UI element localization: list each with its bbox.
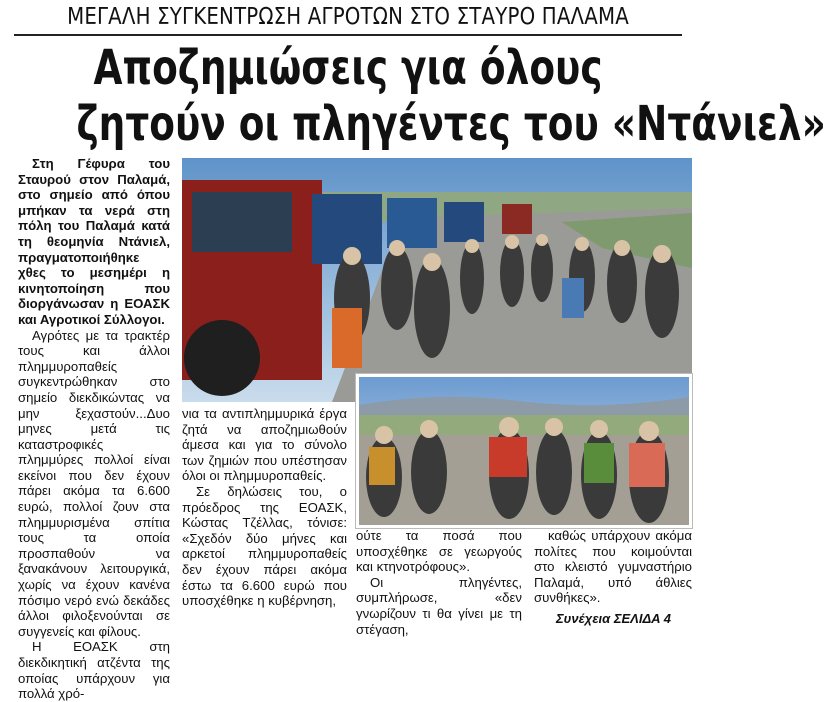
inset-photo-farmers-group (356, 374, 692, 528)
article-column-4 (534, 528, 692, 606)
main-photo-tractors-protest (182, 158, 692, 402)
paragraph: νια τα αντιπλημμυρικά έργα ζητά να αποζημιωθούν άμεσα και για το σύνολο των ζημιών που υπέστησαν όλοι οι πλημμυροπαθείς. (182, 406, 347, 484)
article-column-3 (356, 528, 522, 637)
kicker-rule (14, 34, 682, 36)
article-column-1 (18, 156, 170, 702)
paragraph: Οι πληγέντες, συμπλήρωσε, «δεν γνωρίζουν τι θα γίνει με τη στέγαση, (356, 574, 522, 637)
continued-on-page: Συνέχεια ΣΕΛΙΔΑ 4 (556, 611, 671, 626)
kicker: ΜΕΓΑΛΗ ΣΥΓΚΕΝΤΡΩΣΗ ΑΓΡΟΤΩΝ ΣΤΟ ΣΤΑΥΡΟ ΠΑΛΑΜΑ (67, 4, 629, 30)
headline-line-2: ζητούν οι πληγέντες του «Ντάνιελ» (76, 96, 826, 152)
paragraph: Η ΕΟΑΣΚ στη διεκδικητική ατζέντα της οποίας υπάρχουν για πολλά χρό- (18, 639, 170, 702)
paragraph: Σε δηλώσεις του, ο πρόεδρος της ΕΟΑΣΚ, Κώστας Τζέλλας, τόνισε: «Σχεδόν δύο μήνες και αρκετοί πλημμυροπαθείς δεν έχουν πάρει ακόμα έστω τα 6.600 ευρώ που υποσχέθηκε η κυβέρνηση, (182, 483, 347, 609)
lead-paragraph: Στη Γέφυρα του Σταυρού στον Παλαμά, στο σημείο από όπου μπήκαν τα νερά στη πόλη του Παλαμά κατά τη θεομηνία Ντάνιελ, πραγματοποιήθηκε χθες το μεσημέρι η κινητοποίηση που διοργάνωσαν η ΕΟΑΣΚ και Αγροτικοί Σύλλογοι. (18, 156, 170, 327)
paragraph: ούτε τα ποσά που υποσχέθηκε σε γεωργούς και κτηνοτρόφους». (356, 528, 522, 575)
paragraph: καθώς υπάρχουν ακόμα πολίτες που κοιμούνται στο κλειστό γυμναστήριο Παλαμά, υπό άθλιες συνθήκες». (534, 528, 692, 606)
paragraph: Αγρότες με τα τρακτέρ τους και άλλοι πλημμυροπαθείς συγκεντρώθηκαν στο σημείο διεκδικώντας να μην ξεχαστούν...Δυο μηνες μετά τις καταστροφικές πλημμύρες πολλοί είναι εκείνοι που δεν έχουν πάρει ακόμα τα 6.600 ευρώ, πολλοί ζουν στα πλημμυρισμένα σπίτια τους τα οποία προσπαθούν να ξανακάνουν λειτουργικά, χωρίς να έχουν κανένα πόσιμο νερό ενώ δεκάδες άλλοι φιλοξενούνται σε συγγενείς και φίλους. (18, 327, 170, 639)
headline-line-1: Αποζημιώσεις για όλους (93, 40, 603, 96)
article-column-2 (182, 406, 347, 609)
